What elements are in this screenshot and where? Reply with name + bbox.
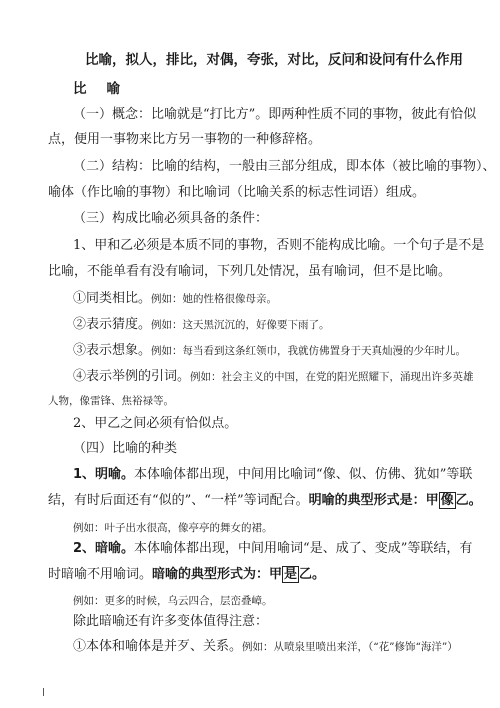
case-1-example: 例如：她的性格很像母亲。 xyxy=(151,293,278,305)
metaphor-form: 暗喻的典型形式为：甲 xyxy=(152,567,283,582)
metaphor-word-box: 是 xyxy=(284,567,298,582)
case-4-label: ④表示举例的引词。 xyxy=(73,369,191,384)
variant-1-label: ①本体和喻体是并歹、关系。 xyxy=(73,639,243,654)
doc-title: 比喻，拟人，排比，对偶，夸张，对比，反问和设问有什么作用 xyxy=(85,52,463,68)
simile-line-2 xyxy=(48,492,482,510)
metaphor-lead: 2、暗喻。 xyxy=(73,541,135,556)
variants-heading: 除此暗喻还有许多变体值得注意： xyxy=(73,614,269,629)
case-3 xyxy=(73,342,466,360)
conditions-heading: （三）构成比喻必须具备的条件： xyxy=(73,211,269,226)
metaphor-line-2 xyxy=(48,566,325,584)
simile-lead: 1、明喻。 xyxy=(73,467,135,482)
simile-def-cont: 结，有时后面还有“似的”、“一样”等词配合。 xyxy=(48,493,309,508)
margin-mark xyxy=(43,688,44,696)
types-heading: （四）比喻的种类 xyxy=(73,441,178,456)
simile-word-box: 像 xyxy=(440,493,454,508)
variant-1-example: 例如：从喷泉里喷出来洋，（“花”修饰“海洋”） xyxy=(242,641,458,653)
case-2 xyxy=(73,316,330,334)
case-3-example: 例如：每当看到这条红领巾，我就仿佛置身于天真灿漫的少年时儿。 xyxy=(151,345,467,357)
concept-line-2: 点，便用一事物来比方另一事物的一种修辞格。 xyxy=(48,132,322,147)
case-3-label: ③表示想象。 xyxy=(73,343,152,358)
section-heading: 比喻 xyxy=(73,81,140,97)
metaphor-line-1 xyxy=(73,540,472,558)
variant-1 xyxy=(73,638,458,656)
simile-def: 本体喻体都出现，中间用比喻词“像、似、仿佛、犹如”等联 xyxy=(134,467,473,482)
case-4 xyxy=(73,368,474,386)
condition-1-line-2: 比喻，不能单看有没有喻词，下列几处情况，虽有喻词，但不是比喻。 xyxy=(48,264,452,279)
metaphor-form-end: 乙。 xyxy=(299,567,326,582)
structure-line-2: 喻体（作比喻的事物）和比喻词（比喻关系的标志性词语）组成。 xyxy=(48,185,426,200)
case-4-example: 例如：社会主义的中国，在党的阳光照耀下，涌现出许多英雄 xyxy=(190,371,474,383)
case-1-label: ①同类相比。 xyxy=(73,291,152,306)
metaphor-def-cont: 时暗喻不用喻词。 xyxy=(48,567,153,582)
case-2-example: 例如：这天黑沉沉的，好像要下雨了。 xyxy=(151,319,330,331)
case-2-label: ②表示猜度。 xyxy=(73,317,152,332)
case-1 xyxy=(73,290,277,308)
condition-2: 2、甲乙之间必须有恰似点。 xyxy=(73,416,238,431)
concept-line-1: （一）概念：比喻就是“打比方”。即两种性质不同的事物，彼此有恰似 xyxy=(73,107,477,122)
simile-example: 例如：叶子出水很高，像亭亭的舞女的裙。 xyxy=(73,522,273,534)
case-4-example-cont: 人物，像雷锋、焦裕禄等。 xyxy=(48,395,174,407)
simile-line-1 xyxy=(73,466,472,484)
simile-form: 明喻的典型形式是：甲 xyxy=(308,493,439,508)
metaphor-example: 例如：更多的时候，乌云四合，层峦叠嶂。 xyxy=(73,595,273,607)
metaphor-def: 本体喻体都出现，中间用喻词“是、成了、变成”等联结，有 xyxy=(134,541,473,556)
condition-1-line-1: 1、甲和乙必须是本质不同的事物，否则不能构成比喻。一个句子是不是 xyxy=(73,238,485,253)
simile-form-end: 乙。 xyxy=(455,493,482,508)
structure-line-1: （二）结构：比喻的结构，一般由三部分组成，即本体（被比喻的事物）、 xyxy=(73,159,496,174)
